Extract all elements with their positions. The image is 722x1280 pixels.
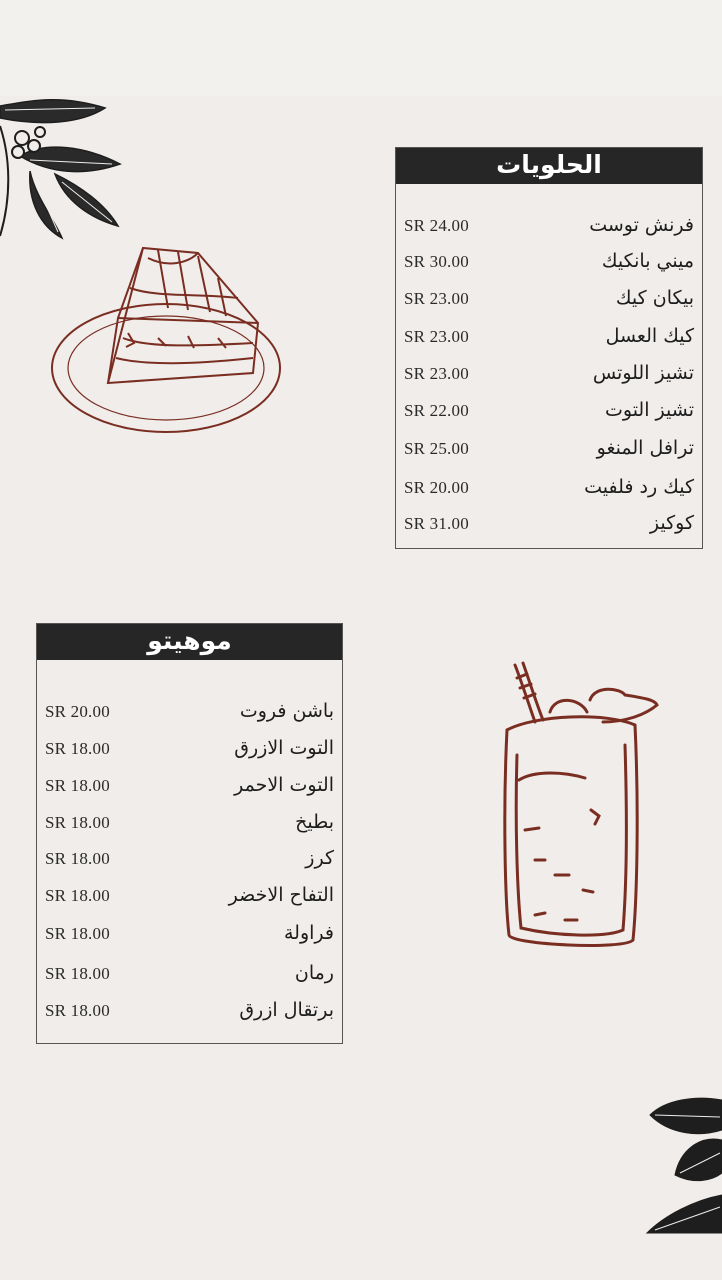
item-name: ميني بانكيك (601, 250, 694, 272)
menu-item (396, 214, 702, 244)
menu-item (37, 737, 342, 767)
item-price: SR 24.00 (404, 216, 469, 235)
coffee-leaf-icon (0, 96, 130, 246)
item-price: SR 22.00 (404, 401, 469, 420)
pie-slice-icon (48, 238, 288, 438)
item-price: SR 20.00 (45, 702, 110, 721)
mojito-title: موهيتو (37, 624, 342, 660)
item-name: فرنش توست (589, 214, 694, 236)
menu-item (396, 437, 702, 467)
item-price: SR 18.00 (45, 776, 110, 795)
item-price: SR 18.00 (45, 964, 110, 983)
leaf-cluster-icon (645, 1095, 722, 1235)
menu-item (37, 962, 342, 992)
item-name: التفاح الاخضر (228, 884, 334, 906)
item-price: SR 23.00 (404, 327, 469, 346)
item-name: التوت الازرق (234, 737, 334, 759)
menu-item (37, 811, 342, 841)
menu-item (37, 922, 342, 952)
menu-item (37, 700, 342, 730)
item-price: SR 30.00 (404, 252, 469, 271)
item-name: تشيز اللوتس (592, 362, 694, 384)
sweets-menu (395, 147, 703, 549)
menu-item (396, 399, 702, 429)
item-price: SR 18.00 (45, 849, 110, 868)
menu-item (37, 847, 342, 877)
item-price: SR 20.00 (404, 478, 469, 497)
menu-item (37, 774, 342, 804)
menu-item (396, 250, 702, 280)
menu-item (396, 325, 702, 355)
item-name: كوكيز (649, 512, 694, 534)
item-price: SR 18.00 (45, 739, 110, 758)
menu-item (37, 999, 342, 1029)
menu-item (396, 362, 702, 392)
sweets-title: الحلويات (396, 148, 702, 184)
mojito-glass-icon (495, 660, 665, 955)
item-price: SR 18.00 (45, 924, 110, 943)
item-price: SR 25.00 (404, 439, 469, 458)
item-name: رمان (294, 962, 334, 984)
top-band (0, 0, 722, 96)
item-name: برتقال ازرق (239, 999, 334, 1021)
item-price: SR 23.00 (404, 289, 469, 308)
menu-item (396, 287, 702, 317)
item-price: SR 18.00 (45, 886, 110, 905)
menu-item (396, 476, 702, 506)
item-price: SR 31.00 (404, 514, 469, 533)
mojito-menu (36, 623, 343, 1044)
item-name: التوت الاحمر (234, 774, 334, 796)
item-name: فراولة (284, 922, 334, 944)
item-price: SR 18.00 (45, 813, 110, 832)
menu-item (396, 512, 702, 542)
item-name: باشن فروت (239, 700, 334, 722)
item-price: SR 18.00 (45, 1001, 110, 1020)
item-name: بطيخ (295, 811, 334, 833)
item-name: تشيز التوت (605, 399, 694, 421)
item-name: كيك رد فلفيت (584, 476, 694, 498)
item-name: كيك العسل (605, 325, 694, 347)
item-name: بيكان كيك (615, 287, 694, 309)
item-name: ترافل المنغو (596, 437, 694, 459)
item-name: كرز (305, 847, 334, 869)
menu-item (37, 884, 342, 914)
item-price: SR 23.00 (404, 364, 469, 383)
